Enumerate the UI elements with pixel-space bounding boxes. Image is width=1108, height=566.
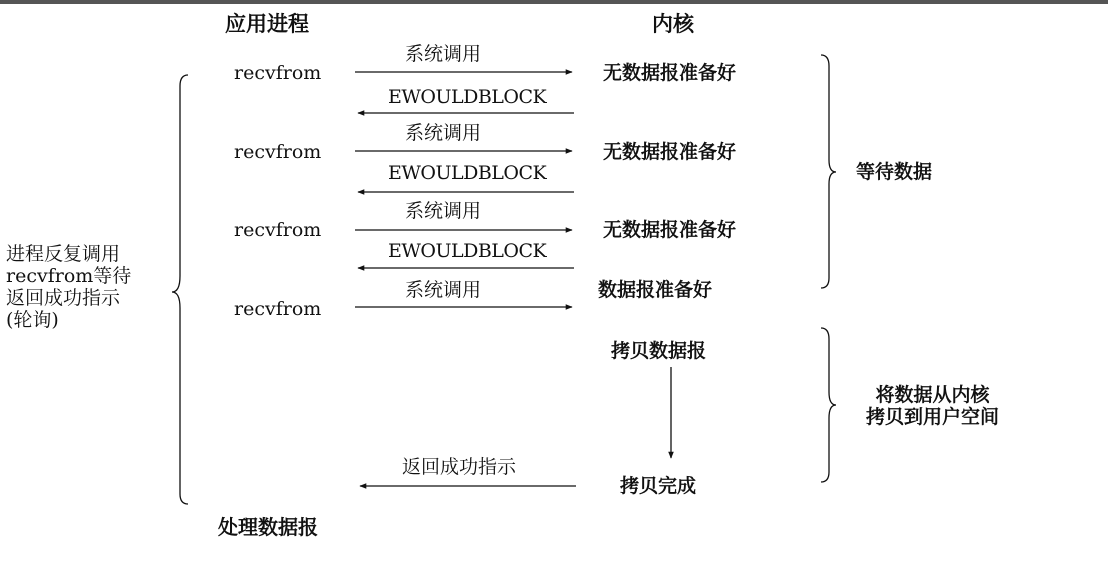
left-note-line-4: (轮询) xyxy=(6,309,59,331)
return-success-label: 返回成功指示 xyxy=(402,456,517,478)
ewouldblock-label-2: EWOULDBLOCK xyxy=(388,162,547,184)
syscall-label-2: 系统调用 xyxy=(405,122,482,144)
kernel-state-3: 无数据报准备好 xyxy=(603,219,737,241)
process-datagram-label: 处理数据报 xyxy=(218,515,318,539)
syscall-label-3: 系统调用 xyxy=(405,200,482,222)
kernel-header: 内核 xyxy=(652,11,694,36)
ewouldblock-label-1: EWOULDBLOCK xyxy=(388,86,547,108)
wait-brace xyxy=(821,55,836,288)
left-note-line-3: 返回成功指示 xyxy=(6,287,121,309)
ewouldblock-label-3: EWOULDBLOCK xyxy=(388,240,547,262)
syscall-label-4: 系统调用 xyxy=(405,279,482,301)
recvfrom-call-2: recvfrom xyxy=(234,141,322,163)
left-brace xyxy=(172,75,188,504)
process-header: 应用进程 xyxy=(225,11,309,36)
copy-group-line-2: 拷贝到用户空间 xyxy=(866,406,1000,428)
copy-start-label: 拷贝数据报 xyxy=(611,340,707,362)
kernel-state-1: 无数据报准备好 xyxy=(603,62,737,84)
syscall-label-1: 系统调用 xyxy=(405,43,482,65)
recvfrom-call-1: recvfrom xyxy=(234,62,322,84)
copy-done-label: 拷贝完成 xyxy=(620,475,697,497)
left-note xyxy=(6,243,131,331)
kernel-state-2: 无数据报准备好 xyxy=(603,141,737,163)
kernel-state-ready: 数据报准备好 xyxy=(598,279,713,301)
recvfrom-call-3: recvfrom xyxy=(234,219,322,241)
recvfrom-call-4: recvfrom xyxy=(234,298,322,320)
copy-group-label xyxy=(866,384,999,428)
left-note-line-2: recvfrom等待 xyxy=(6,265,132,287)
wait-group-label: 等待数据 xyxy=(856,161,933,183)
left-note-line-1: 进程反复调用 xyxy=(6,243,121,265)
copy-group-line-1: 将数据从内核 xyxy=(875,384,990,406)
copy-brace xyxy=(821,328,836,482)
